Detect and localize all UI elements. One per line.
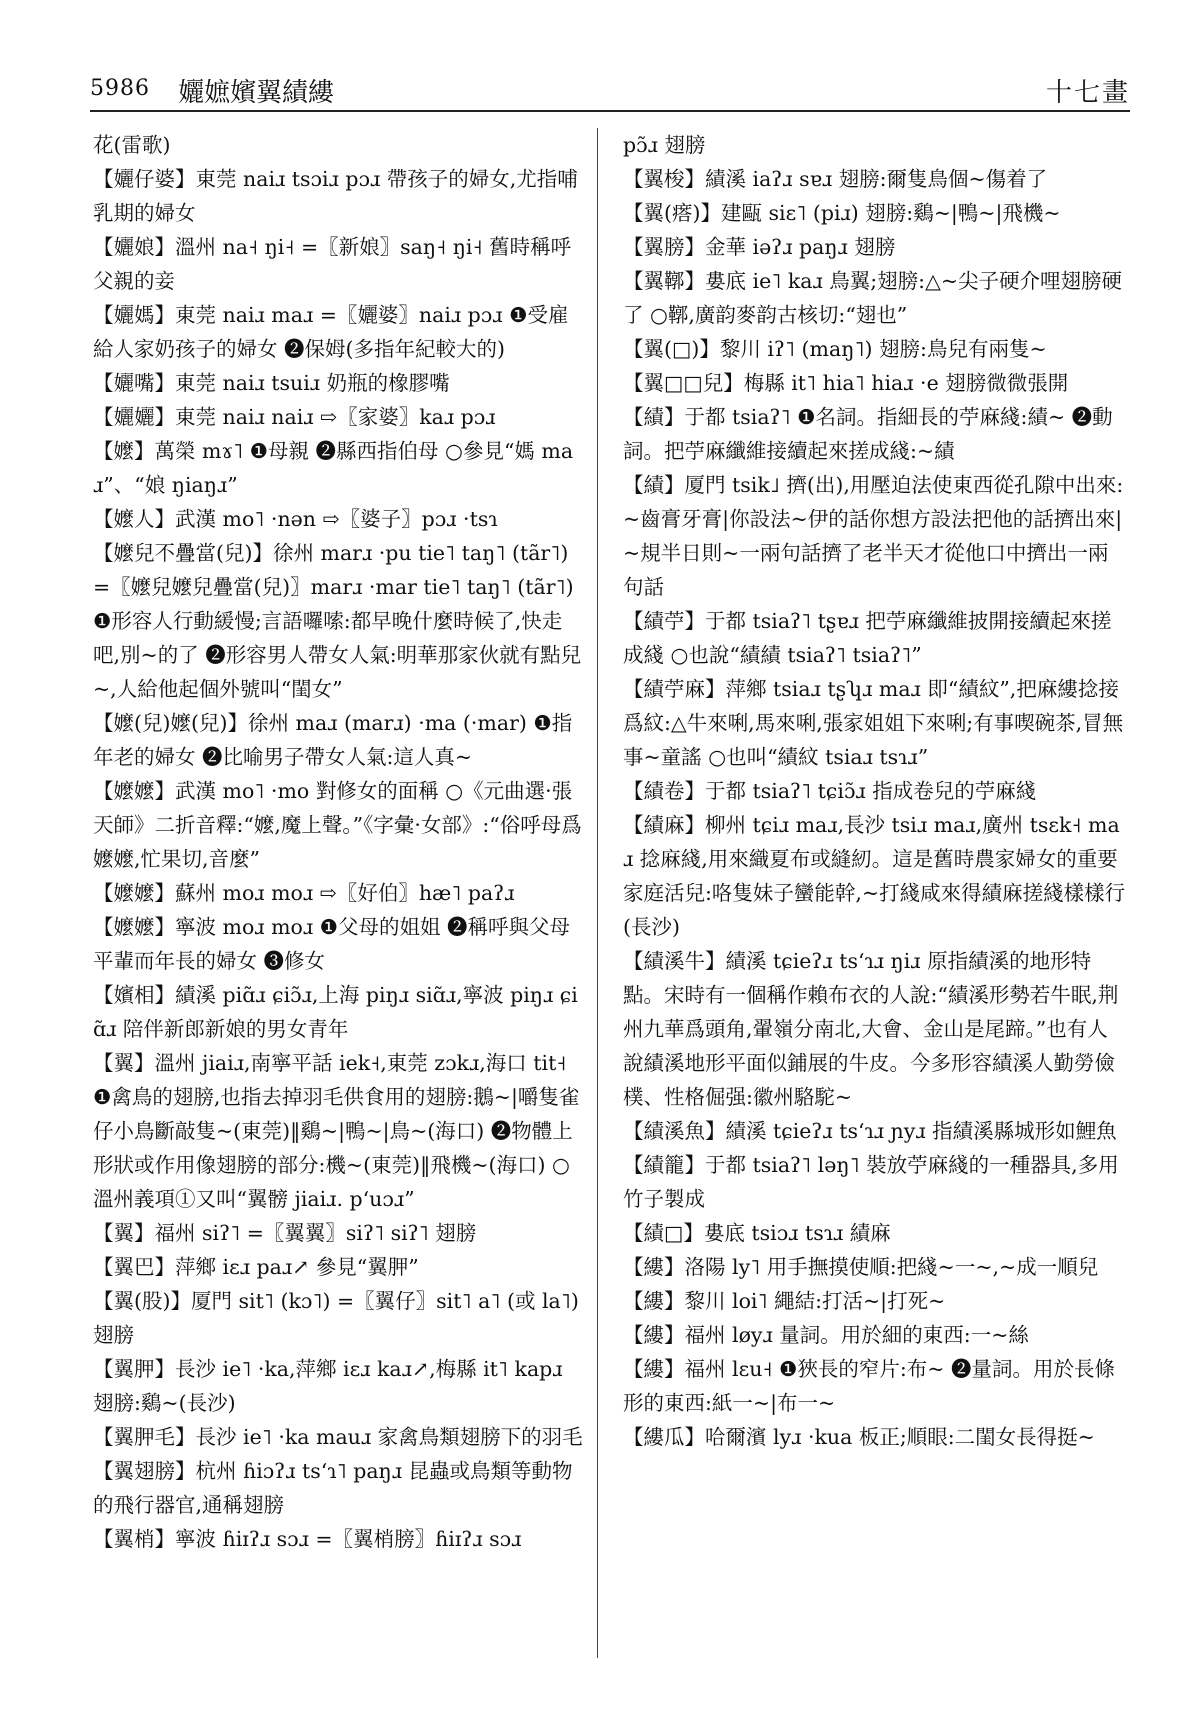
entry: 【翼翅膀】杭州 ɦiɔʔɹ tsʻɿ˥ paŋɹ 昆蟲或鳥類等動物的飛行器官,通稱翅膀: [93, 1459, 573, 1517]
entry: 【翼梢】寧波 ɦiɪʔɹ sɔɹ =〖翼梢膀〗ɦiɪʔɹ sɔɹ: [93, 1527, 522, 1551]
entry: 【翼鞹】婁底 ie˥ kaɹ 鳥翼;翅膀:△~尖子硬介哩翅膀硬了 ○鞹,廣韵麥韵古核切:“翅也”: [623, 269, 1123, 327]
entry: 【績卷】于都 tsiaʔ˥ tɕiɔ̃ɹ 指成卷兒的苧麻綫: [623, 779, 1037, 803]
entry: 【翼(□)】黎川 iʔ˥ (maŋ˥) 翅膀:鳥兒有兩隻~: [623, 337, 1047, 361]
stroke-section: 十七畫: [1045, 78, 1130, 108]
entry: 【績苧】于都 tsiaʔ˥ tʂɐɹ 把苧麻纖維披開接續起來搓成綫 ○也說“績績 tsiaʔ˥ tsiaʔ˥”: [623, 609, 1112, 667]
entry: 【翼(股)】厦門 sit˥ (kɔ˥) =〖翼仔〗sit˥ a˥ (或 la˥) 翅膀: [93, 1289, 579, 1347]
entry: 【縷】洛陽 ly˥ 用手撫摸使順:把綫~一~,~成一順兒: [623, 1255, 1099, 1279]
header-rule: [90, 110, 1130, 112]
entry: 花(雷歌): [93, 133, 171, 157]
entry: 【績溪牛】績溪 tɕieʔɹ tsʻɿɹ ŋiɹ 原指績溪的地形特點。宋時有一個稱作賴布衣的人說:“績溪形勢若牛眠,荆州九華爲頭角,翬嶺分南北,大會、金山是尾蹄。”也有人說績溪地形平面似鋪展的牛皮。今多形容績溪人勤勞儉樸、性格倔强:徽州駱駝~: [623, 949, 1119, 1109]
entry: 【績□】婁底 tsiɔɹ tsɿɹ 績麻: [623, 1221, 891, 1245]
page-title: 孋嫬嬪翼績縷: [178, 78, 335, 108]
entry: 【孋媽】東莞 naiɹ maɹ =〖孋婆〗naiɹ pɔɹ ❶受雇給人家奶孩子的婦女 ❷保姆(多指年紀較大的): [93, 303, 569, 361]
entry: 【翼胛毛】長沙 ie˥ ·ka mauɹ 家禽鳥類翅膀下的羽毛: [93, 1425, 583, 1449]
right-column: [623, 128, 1128, 1454]
entry: 【嬤(兒)嬤(兒)】徐州 maɹ (marɹ) ·ma (·mar) ❶指年老的婦女 ❷比喻男子帶女人氣:這人真~: [93, 711, 573, 769]
left-column: [93, 128, 588, 1556]
entry: 【孋孋】東莞 naiɹ naiɹ ⇨〖家婆〗kaɹ pɔɹ: [93, 405, 496, 429]
entry: 【績】于都 tsiaʔ˥ ❶名詞。指細長的苧麻綫:績~ ❷動詞。把苧麻纖維接續起來搓成綫:~績: [623, 405, 1113, 463]
entry: 【翼】溫州 jiaiɹ,南寧平話 iek˧,東莞 zɔkɹ,海口 tit˧ ❶禽鳥的翅膀,也指去掉羽毛供食用的翅膀:鵝~|嚼隻雀仔小鳥斷敲隻~(東莞)‖鷄~|鴨~|鳥~(海口) ❷物體上形狀或作用像翅膀的部分:機~(東莞)‖飛機~(海口) ○溫州義項①又叫“翼髈 jiaiɹ. pʻuɔɹ”: [93, 1051, 580, 1211]
entry: 【績溪魚】績溪 tɕieʔɹ tsʻɿɹ ɲyɹ 指績溪縣城形如鯉魚: [623, 1119, 1117, 1143]
page-header: [90, 68, 1130, 108]
entry: 【翼梭】績溪 iaʔɹ sɐɹ 翅膀:爾隻鳥個~傷着了: [623, 167, 1048, 191]
entry: pɔ̃ɹ 翅膀: [623, 133, 706, 157]
entry: 【縷瓜】哈爾濱 lyɹ ·kua 板正;順眼:二閨女長得挺~: [623, 1425, 1095, 1449]
entry: 【績麻】柳州 tɕiɹ maɹ,長沙 tsiɹ maɹ,廣州 tsɛk˧ maɹ 捻麻綫,用來織夏布或縫紉。這是舊時農家婦女的重要家庭活兒:咯隻妹子蠻能幹,~打綫咸來得績麻搓綫樣樣行(長沙): [623, 813, 1126, 939]
column-divider: [597, 128, 598, 1658]
entry: 【績】厦門 tsik˩ 擠(出),用壓迫法使東西從孔隙中出來:~齒膏牙膏|你設法~伊的話你想方設法把他的話擠出來|~規半日則~一兩句話擠了老半天才從他口中擠出一兩句話: [623, 473, 1124, 599]
entry: 【翼□□兒】梅縣 it˥ hia˥ hiaɹ ·e 翅膀微微張開: [623, 371, 1069, 395]
entry: 【孋仔婆】東莞 naiɹ tsɔiɹ pɔɹ 帶孩子的婦女,尤指哺乳期的婦女: [93, 167, 578, 225]
entry: 【翼巴】萍鄉 iɛɹ paɹ↗ 參見“翼胛”: [93, 1255, 419, 1279]
entry: 【孋娘】溫州 na˧ ŋi˧ =〖新娘〗saŋ˧ ŋi˧ 舊時稱呼父親的妾: [93, 235, 572, 293]
entry: 【嬤嬤】寧波 moɹ moɹ ❶父母的姐姐 ❷稱呼與父母平輩而年長的婦女 ❸修女: [93, 915, 571, 973]
entry: 【嬤嬤】武漢 mo˥ ·mo 對修女的面稱 ○《元曲選·張天師》二折音釋:“嬤,魔上聲。”《字彙·女部》:“俗呼母爲嬤嬤,忙果切,音麼”: [93, 779, 582, 871]
entry: 【縷】福州 lɛu˧ ❶狹長的窄片:布~ ❷量詞。用於長條形的東西:紙一~|布一~: [623, 1357, 1115, 1415]
entry: 【翼胛】長沙 ie˥ ·ka,萍鄉 iɛɹ kaɹ↗,梅縣 it˥ kapɹ 翅膀:鷄~(長沙): [93, 1357, 563, 1415]
entry: 【績籠】于都 tsiaʔ˥ ləŋ˥ 裝放苧麻綫的一種器具,多用竹子製成: [623, 1153, 1119, 1211]
entry: 【嬤兒不疊當(兒)】徐州 marɹ ·pu tie˥ taŋ˥ (tãr˥) =〖嬤兒嬤兒疊當(兒)〗marɹ ·mar tie˥ taŋ˥ (tãr˥) ❶形容人行動緩慢;言語囉嗦:都早晚什麼時候了,快走吧,別~的了 ❷形容男人帶女人氣:明華那家伙就有點兒~,人給他起個外號叫“閨女”: [93, 541, 582, 701]
entry: 【績苧麻】萍鄉 tsiaɹ tʂʮɹ maɹ 即“績紋”,把麻縷捻接爲紋:△牛來唎,馬來唎,張家姐姐下來唎;有事喫碗茶,冒無事~童謠 ○也叫“績紋 tsiaɹ tsɿɹ”: [623, 677, 1124, 769]
entry: 【縷】福州 løyɹ 量詞。用於細的東西:一~絲: [623, 1323, 1029, 1347]
entry: 【嬤嬤】蘇州 moɹ moɹ ⇨〖好伯〗hæ˥ paʔɹ: [93, 881, 515, 905]
entry: 【翼】福州 siʔ˥ =〖翼翼〗siʔ˥ siʔ˥ 翅膀: [93, 1221, 477, 1245]
entry: 【嬪相】績溪 piɑ̃ɹ ɕiɔ̃ɹ,上海 piŋɹ siɑ̃ɹ,寧波 piŋɹ ɕiɑ̃ɹ 陪伴新郎新娘的男女青年: [93, 983, 578, 1041]
entry: 【嬤人】武漢 mo˥ ·nən ⇨〖婆子〗pɔɹ ·tsɿ: [93, 507, 498, 531]
entry: 【翼膀】金華 iəʔɹ paŋɹ 翅膀: [623, 235, 896, 259]
entry: 【縷】黎川 loi˥ 繩結:打活~|打死~: [623, 1289, 946, 1313]
entry: 【翼(瘩)】建甌 siɛ˥ (piɹ) 翅膀:鷄~|鴨~|飛機~: [623, 201, 1061, 225]
entry: 【孋嘴】東莞 naiɹ tsuiɹ 奶瓶的橡膠嘴: [93, 371, 450, 395]
entry: 【嬤】萬榮 mɤ˥ ❶母親 ❷縣西指伯母 ○參見“媽 maɹ”、“娘 ŋiaŋɹ”: [93, 439, 574, 497]
page-number: 5986: [90, 76, 150, 101]
